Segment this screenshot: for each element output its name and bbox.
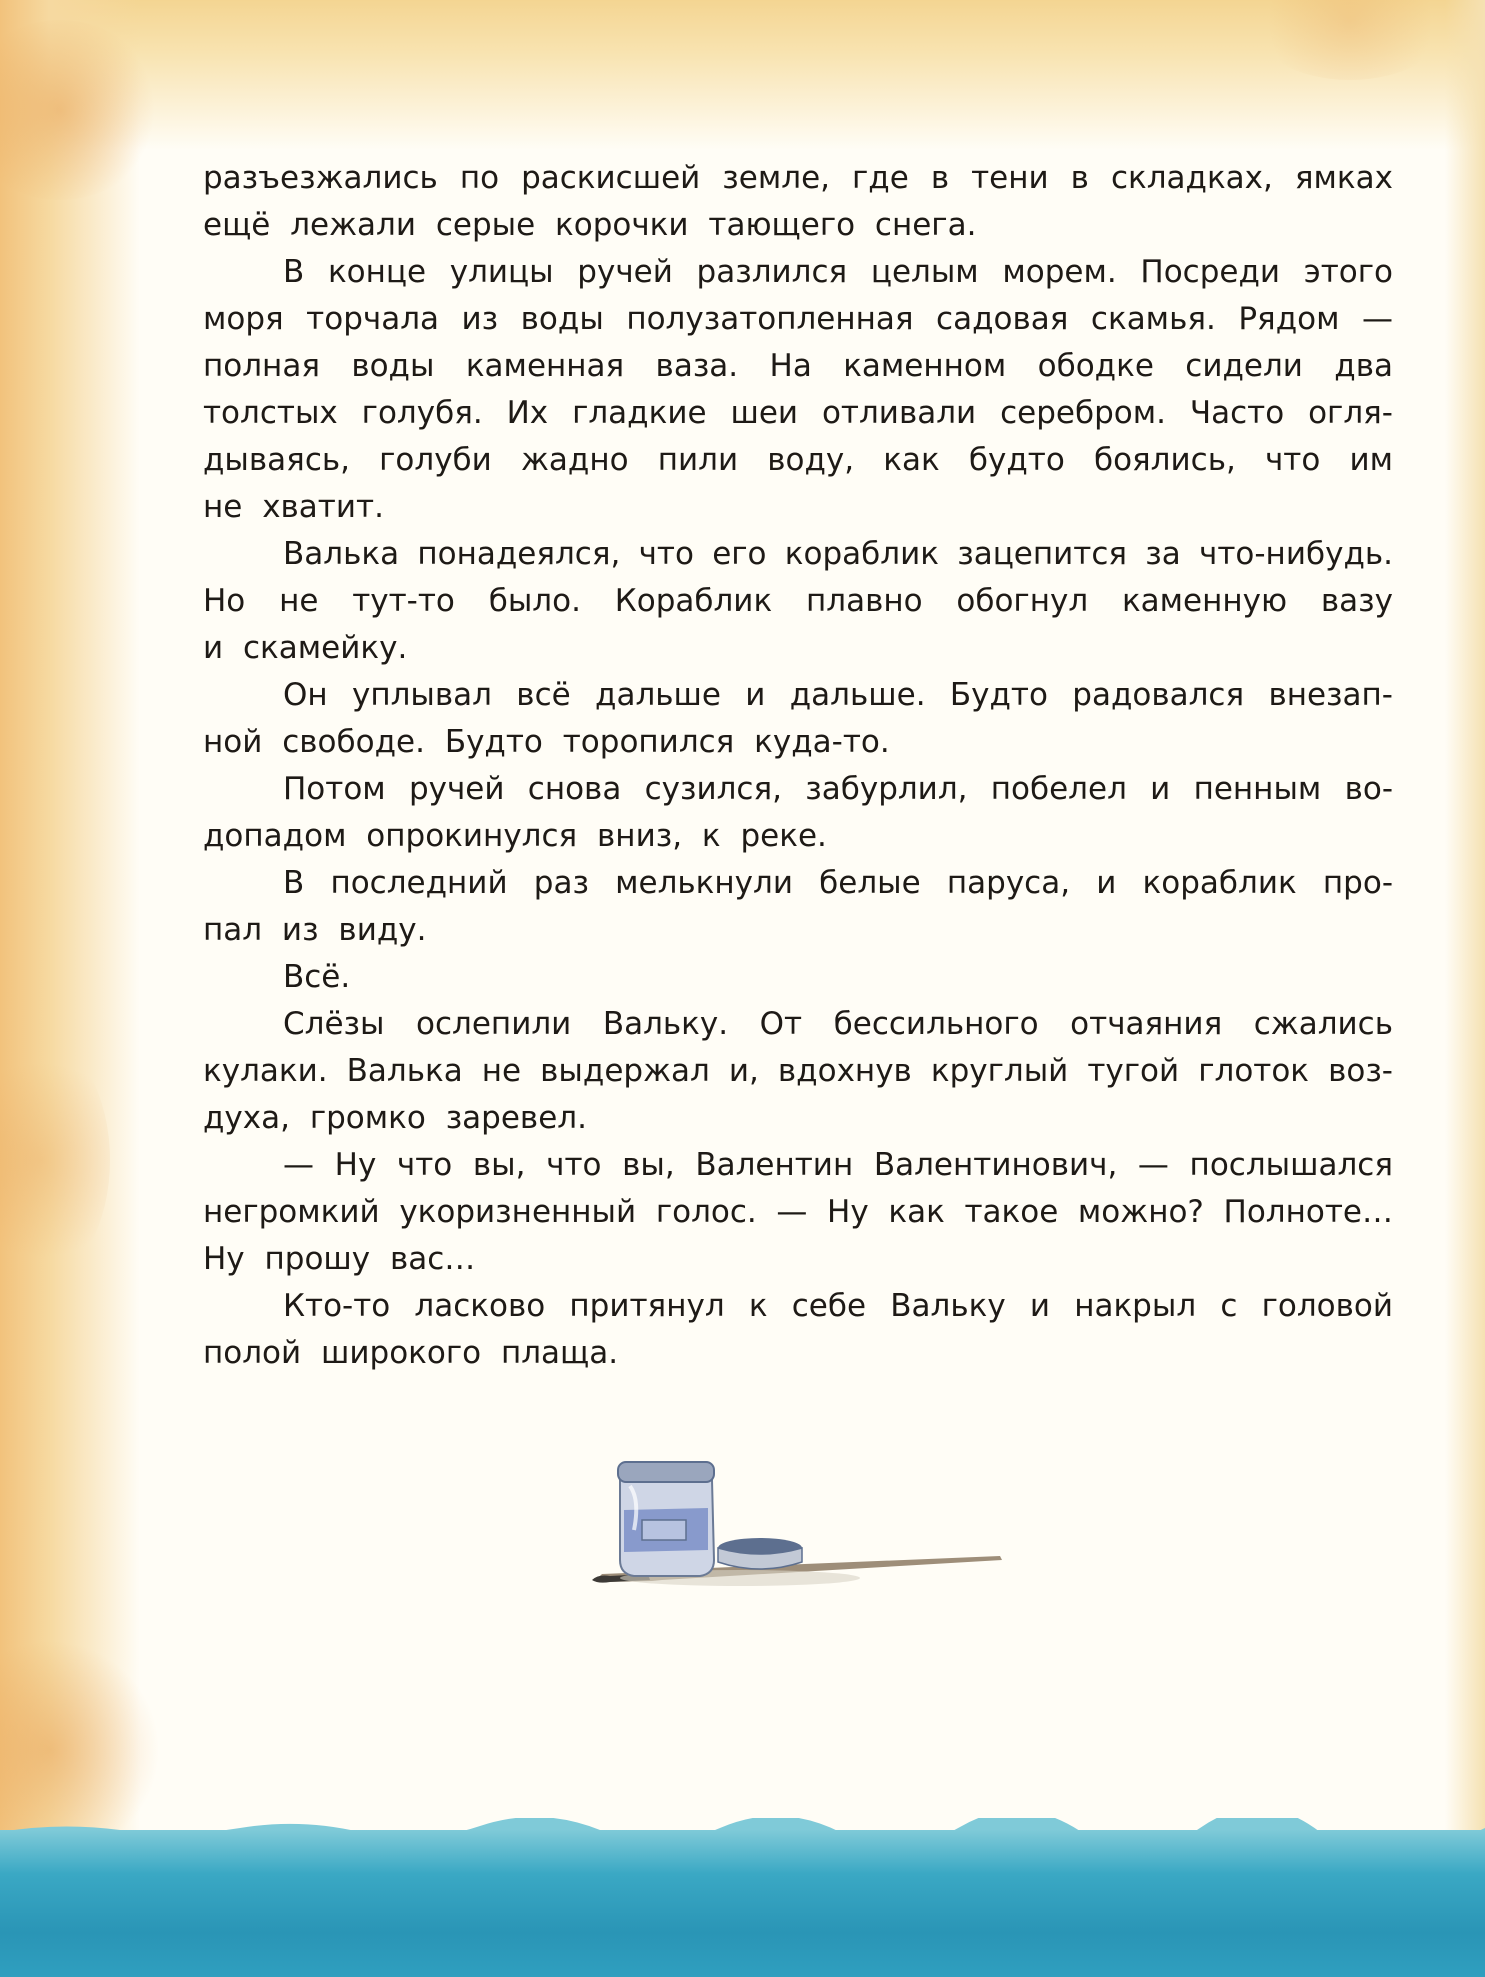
text-line: моря торчала из воды полузатопленная садовая скамья. Рядом — bbox=[203, 301, 1393, 337]
watercolor-border-right bbox=[1445, 0, 1485, 1977]
text-line: Он уплывал всё дальше и дальше. Будто радовался внезап- bbox=[283, 677, 1393, 713]
watercolor-sea-band bbox=[0, 1830, 1485, 1977]
text-line: Валька понадеялся, что его кораблик зацепится за что-нибудь. bbox=[283, 536, 1393, 572]
text-line: кулаки. Валька не выдержал и, вдохнув круглый тугой глоток воз- bbox=[203, 1053, 1393, 1089]
text-line: толстых голубя. Их гладкие шеи отливали серебром. Часто огля- bbox=[203, 395, 1393, 431]
text-line: полная воды каменная ваза. На каменном ободке сидели два bbox=[203, 348, 1393, 384]
story-text bbox=[203, 155, 1393, 1377]
text-line: Но не тут-то было. Кораблик плавно обогнул каменную вазу bbox=[203, 583, 1393, 619]
text-line: пал из виду. bbox=[203, 912, 427, 948]
text-line: В конце улицы ручей разлился целым морем. Посреди этого bbox=[283, 254, 1393, 290]
text-line: Ну прошу вас… bbox=[203, 1241, 476, 1277]
text-line: ещё лежали серые корочки тающего снега. bbox=[203, 207, 977, 243]
text-line: допадом опрокинулся вниз, к реке. bbox=[203, 818, 827, 854]
text-line: Потом ручей снова сузился, забурлил, побелел и пенным во- bbox=[283, 771, 1393, 807]
text-line: В последний раз мелькнули белые паруса, и кораблик про- bbox=[283, 865, 1393, 901]
text-line: — Ну что вы, что вы, Валентин Валентинович, — послышался bbox=[283, 1147, 1393, 1183]
text-line: полой широкого плаща. bbox=[203, 1335, 619, 1371]
paint-jar-and-brush-icon bbox=[590, 1450, 1010, 1630]
text-line: Слёзы ослепили Вальку. От бессильного отчаяния сжались bbox=[283, 1006, 1393, 1042]
text-line: Всё. bbox=[283, 959, 351, 995]
text-line: разъезжались по раскисшей земле, где в тени в складках, ямках bbox=[203, 160, 1393, 196]
text-line: дываясь, голуби жадно пили воду, как будто боялись, что им bbox=[203, 442, 1393, 478]
text-line: ной свободе. Будто торопился куда-то. bbox=[203, 724, 890, 760]
text-line: негромкий укоризненный голос. — Ну как такое можно? Полноте… bbox=[203, 1194, 1393, 1230]
text-line: духа, громко заревел. bbox=[203, 1100, 587, 1136]
text-line: и скамейку. bbox=[203, 630, 408, 666]
text-line: не хватит. bbox=[203, 489, 384, 525]
text-line: Кто-то ласково притянул к себе Вальку и накрыл с головой bbox=[283, 1288, 1393, 1324]
